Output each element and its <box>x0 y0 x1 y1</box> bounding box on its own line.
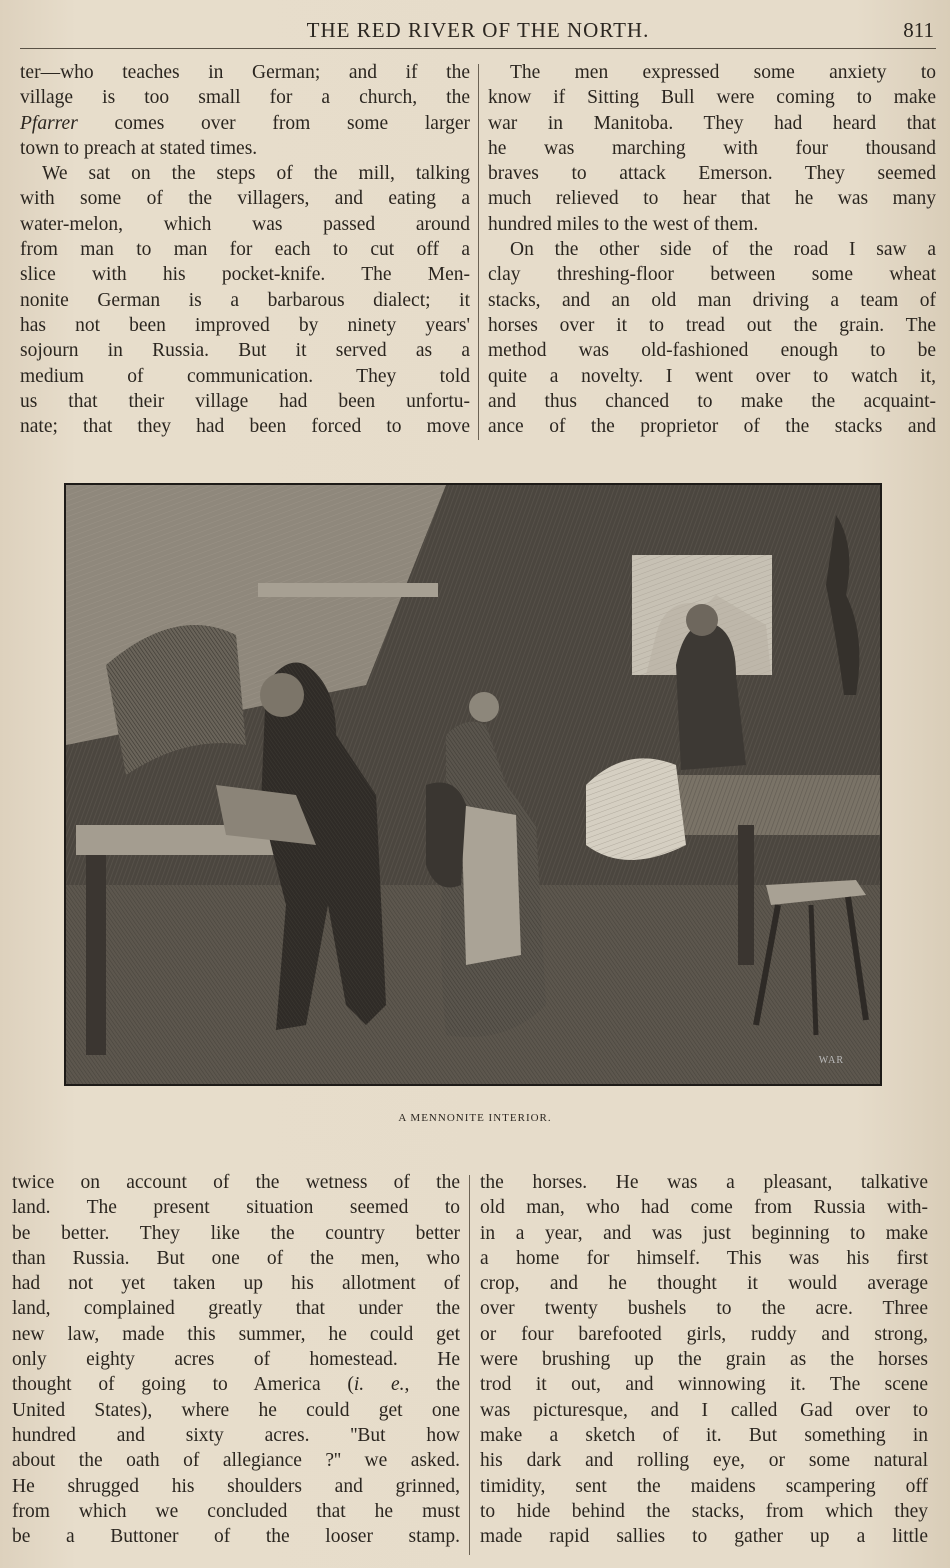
text-line: his dark and rolling eye, or some natural <box>480 1450 928 1472</box>
text-line: be better. They like the country better <box>12 1222 460 1244</box>
text-line: Pfarrer comes over from some larger <box>20 112 470 134</box>
text-line: hundred and sixty acres. ''But how <box>12 1424 460 1446</box>
text-line: water-melon, which was passed around <box>20 213 470 235</box>
text-line: We sat on the steps of the mill, talking <box>42 163 470 185</box>
column-bottom-right <box>480 1170 928 1549</box>
column-top-right <box>488 60 936 439</box>
text-line: ter—who teaches in German; and if the <box>20 62 470 83</box>
text-line: had not yet taken up his allotment of <box>12 1273 460 1295</box>
running-header <box>20 14 936 49</box>
figure-caption: A MENNONITE INTERIOR. <box>398 1112 552 1124</box>
text-line: stacks, and an old man driving a team of <box>488 289 936 311</box>
text-line: with some of the villagers, and eating a <box>20 188 470 210</box>
column-top-left <box>20 60 470 439</box>
text-line: make a sketch of it. But something in <box>480 1424 928 1446</box>
text-line: method was old-fashioned enough to be <box>488 340 936 362</box>
engraver-signature: WAR <box>818 1055 844 1066</box>
text-line: from man to man for each to cut off a <box>20 239 470 261</box>
text-line: trod it out, and winnowing it. The scene <box>480 1374 928 1396</box>
engraving-mennonite-interior <box>64 483 882 1086</box>
text-line: twice on account of the wetness of the <box>12 1172 460 1193</box>
running-title: THE RED RIVER OF THE NORTH. <box>306 18 650 42</box>
text-line: slice with his pocket-knife. The Men- <box>20 264 470 286</box>
text-line: medium of communication. They told <box>20 365 470 387</box>
text-line: to hide behind the stacks, from which they <box>480 1500 928 1522</box>
text-line: clay threshing-floor between some wheat <box>488 264 936 286</box>
text-line: new law, made this summer, he could get <box>12 1323 460 1345</box>
text-line: about the oath of allegiance ?'' we asked. <box>12 1450 460 1472</box>
text-line: made rapid sallies to gather up a little <box>480 1526 928 1548</box>
text-line: nate; that they had been forced to move <box>20 416 470 438</box>
text-line: land. The present situation seemed to <box>12 1197 460 1219</box>
text-line: thought of going to America (i. e., the <box>12 1374 460 1396</box>
text-line: land, complained greatly that under the <box>12 1298 460 1320</box>
text-line: braves to attack Emerson. They seemed <box>488 163 936 185</box>
text-line: than Russia. But one of the men, who <box>12 1247 460 1269</box>
column-bottom-left <box>12 1170 460 1549</box>
text-line: timidity, sent the maidens scampering off <box>480 1475 928 1497</box>
column-rule-bottom <box>469 1175 470 1555</box>
text-line: be a Buttoner of the looser stamp. <box>12 1526 460 1548</box>
text-line: hundred miles to the west of them. <box>488 213 759 235</box>
text-line: know if Sitting Bull were coming to make <box>488 87 936 109</box>
text-line: war in Manitoba. They had heard that <box>488 112 936 134</box>
column-rule-top <box>478 64 479 440</box>
text-line: from which we concluded that he must <box>12 1500 460 1522</box>
text-line: in a year, and was just beginning to make <box>480 1222 928 1244</box>
text-line: only eighty acres of homestead. He <box>12 1349 460 1371</box>
text-line: and thus chanced to make the acquaint- <box>488 390 936 412</box>
text-line: sojourn in Russia. But it served as a <box>20 340 470 362</box>
text-line: ance of the proprietor of the stacks and <box>488 416 936 438</box>
text-line: were brushing up the grain as the horses <box>480 1349 928 1371</box>
text-line: or four barefooted girls, ruddy and strong, <box>480 1323 928 1345</box>
text-line: crop, and he thought it would average <box>480 1273 928 1295</box>
text-line: United States), where he could get one <box>12 1399 460 1421</box>
text-line: quite a novelty. I went over to watch it, <box>488 365 936 387</box>
text-line: much relieved to hear that he was many <box>488 188 936 210</box>
text-line: the horses. He was a pleasant, talkative <box>480 1172 928 1193</box>
text-line: he was marching with four thousand <box>488 137 936 159</box>
text-line: over twenty bushels to the acre. Three <box>480 1298 928 1320</box>
text-line: town to preach at stated times. <box>20 137 258 159</box>
text-line: us that their village had been unfortu- <box>20 390 470 412</box>
text-line: village is too small for a church, the <box>20 87 470 109</box>
engraving-illustration <box>66 485 880 1084</box>
text-line: was picturesque, and I called Gad over to <box>480 1399 928 1421</box>
text-line: horses over it to tread out the grain. The <box>488 314 936 336</box>
text-line: nonite German is a barbarous dialect; it <box>20 289 470 311</box>
text-line: The men expressed some anxiety to <box>510 62 936 83</box>
text-line: has not been improved by ninety years' <box>20 314 470 336</box>
text-line: He shrugged his shoulders and grinned, <box>12 1475 460 1497</box>
text-line: old man, who had come from Russia with- <box>480 1197 928 1219</box>
page-number: 811 <box>903 18 934 42</box>
text-line: On the other side of the road I saw a <box>510 239 936 261</box>
text-line: a home for himself. This was his first <box>480 1247 928 1269</box>
